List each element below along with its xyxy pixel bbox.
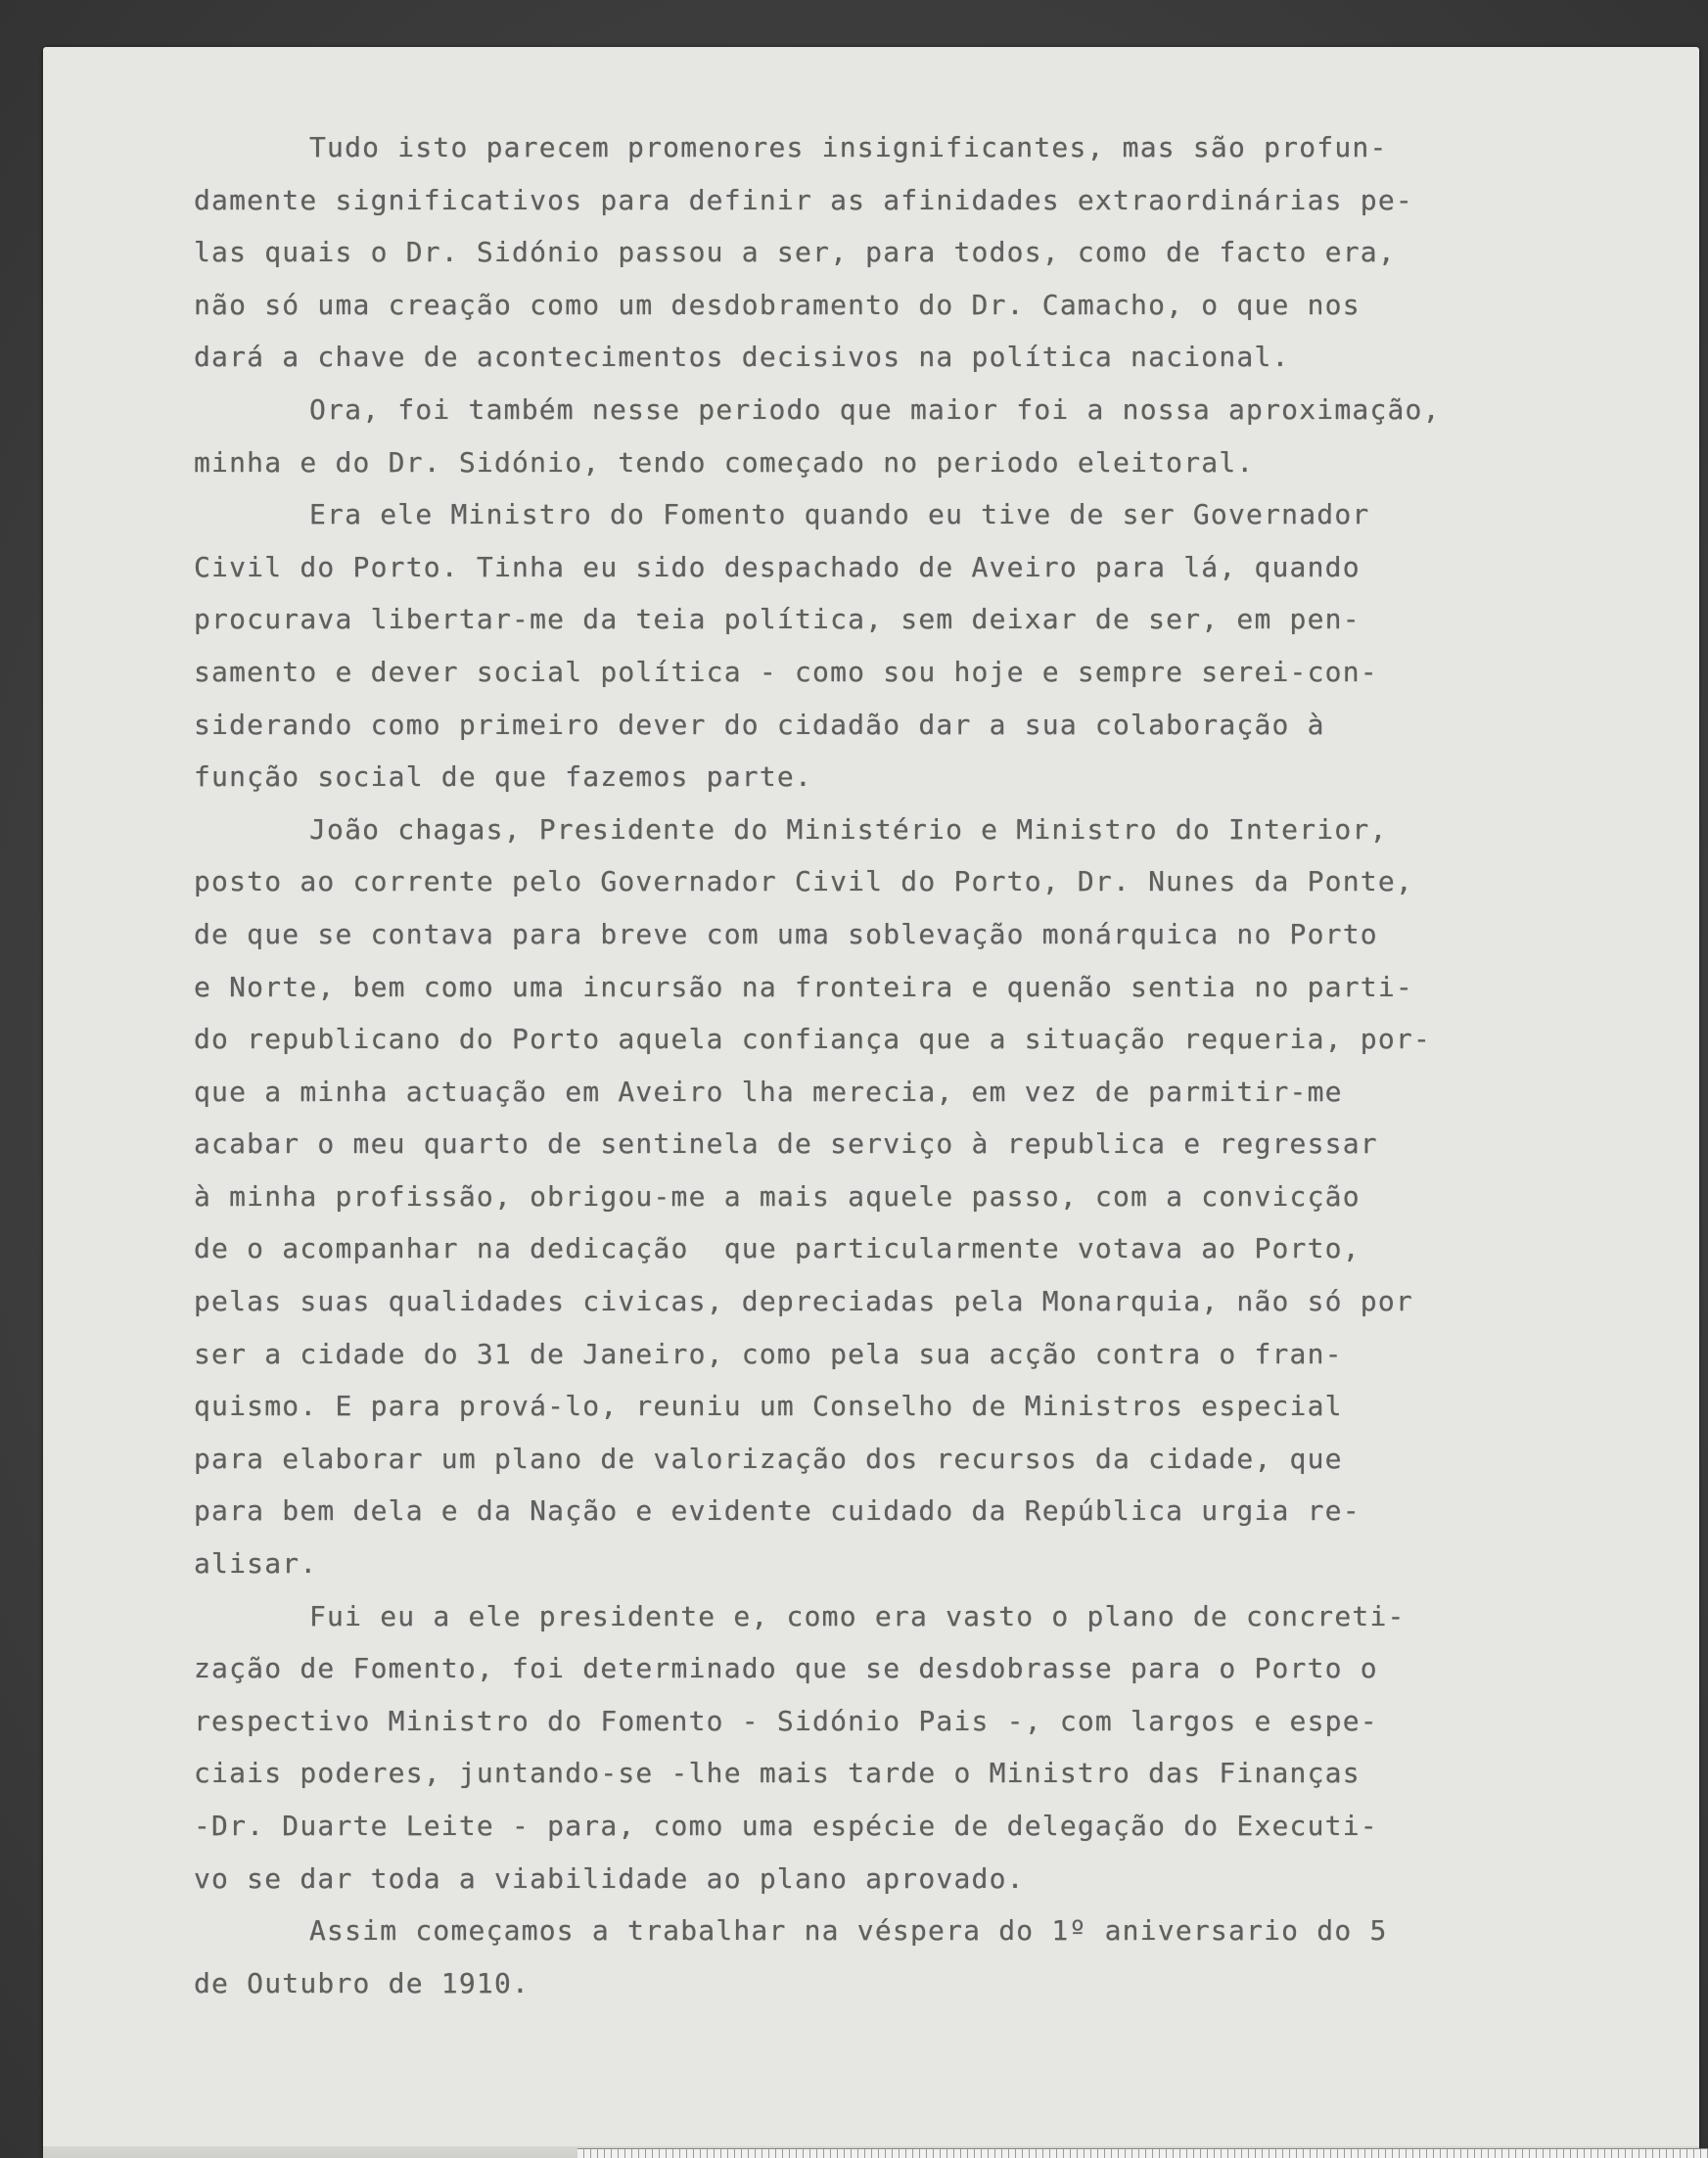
paragraph xyxy=(194,121,1584,384)
paragraph xyxy=(194,1590,1584,1905)
text-line: acabar o meu quarto de sentinela de serviço à republica e regressar xyxy=(194,1127,1378,1161)
text-line: las quais o Dr. Sidónio passou a ser, para todos, como de facto era, xyxy=(194,236,1396,269)
text-line: não só uma creação como um desdobramento do Dr. Camacho, o que nos xyxy=(194,288,1361,321)
text-line: do republicano do Porto aquela confiança que a situação requeria, por- xyxy=(194,1023,1432,1056)
text-line: função social de que fazemos parte. xyxy=(194,760,813,794)
text-line: alisar. xyxy=(194,1547,318,1581)
text-line: João chagas, Presidente do Ministério e Ministro do Interior, xyxy=(309,812,1388,846)
text-line: de Outubro de 1910. xyxy=(194,1966,531,1999)
text-line: quismo. E para prová-lo, reuniu um Conselho de Ministros especial xyxy=(194,1390,1343,1423)
text-line: damente significativos para definir as afinidades extraordinárias pe- xyxy=(194,183,1413,216)
text-line: ciais poderes, juntando-se -lhe mais tarde o Ministro das Finanças xyxy=(194,1757,1361,1790)
document-body xyxy=(194,121,1584,2009)
text-line: para bem dela e da Nação e evidente cuidado da República urgia re- xyxy=(194,1494,1361,1528)
text-line: Tudo isto parecem promenores insignificantes, mas são profun- xyxy=(309,131,1388,163)
text-line: Assim começamos a trabalhar na véspera do 1º aniversario do 5 xyxy=(309,1914,1388,1948)
text-line: dará a chave de acontecimentos decisivos na política nacional. xyxy=(194,341,1290,374)
text-line: vo se dar toda a viabilidade ao plano aprovado. xyxy=(194,1861,1025,1895)
paragraph xyxy=(194,804,1584,1590)
text-line: à minha profissão, obrigou-me a mais aquele passo, com a convicção xyxy=(194,1179,1361,1213)
text-line: siderando como primeiro dever do cidadão dar a sua colaboração à xyxy=(194,708,1325,741)
text-line: minha e do Dr. Sidónio, tendo começado no periodo eleitoral. xyxy=(194,445,1255,479)
binder-holes xyxy=(0,0,44,2158)
text-line: e Norte, bem como uma incursão na fronteira e quenão sentia no parti- xyxy=(194,970,1413,1003)
paragraph xyxy=(194,1905,1584,2009)
text-line: zação de Fomento, foi determinado que se desdobrasse para o Porto o xyxy=(194,1652,1378,1685)
text-line: para elaborar um plano de valorização dos recursos da cidade, que xyxy=(194,1442,1343,1475)
text-line: que a minha actuação em Aveiro lha merecia, em vez de parmitir-me xyxy=(194,1075,1343,1108)
paragraph xyxy=(194,384,1584,488)
text-line: posto ao corrente pelo Governador Civil do Porto, Dr. Nunes da Ponte, xyxy=(194,865,1413,898)
text-line: Civil do Porto. Tinha eu sido despachado de Aveiro para lá, quando xyxy=(194,550,1361,583)
text-line: de que se contava para breve com uma soblevação monárquica no Porto xyxy=(194,917,1378,950)
text-line: Ora, foi também nesse periodo que maior foi a nossa aproximação, xyxy=(309,392,1441,426)
text-line: pelas suas qualidades civicas, depreciadas pela Monarquia, não só por xyxy=(194,1285,1413,1318)
scan-ruler-strip xyxy=(577,2148,1708,2158)
text-line: procurava libertar-me da teia política, sem deixar de ser, em pen- xyxy=(194,603,1361,636)
paragraph xyxy=(194,488,1584,804)
text-line: Fui eu a ele presidente e, como era vasto o plano de concreti- xyxy=(309,1599,1406,1632)
text-line: ser a cidade do 31 de Janeiro, como pela sua acção contra o fran- xyxy=(194,1337,1343,1370)
text-line: -Dr. Duarte Leite - para, como uma espécie de delegação do Executi- xyxy=(194,1810,1378,1842)
text-line: Era ele Ministro do Fomento quando eu tive de ser Governador xyxy=(309,498,1370,531)
text-line: de o acompanhar na dedicação que particularmente votava ao Porto, xyxy=(194,1232,1361,1265)
text-line: samento e dever social política - como sou hoje e sempre serei-con- xyxy=(194,655,1378,688)
text-line: respectivo Ministro do Fomento - Sidónio Pais -, com largos e espe- xyxy=(194,1704,1378,1737)
